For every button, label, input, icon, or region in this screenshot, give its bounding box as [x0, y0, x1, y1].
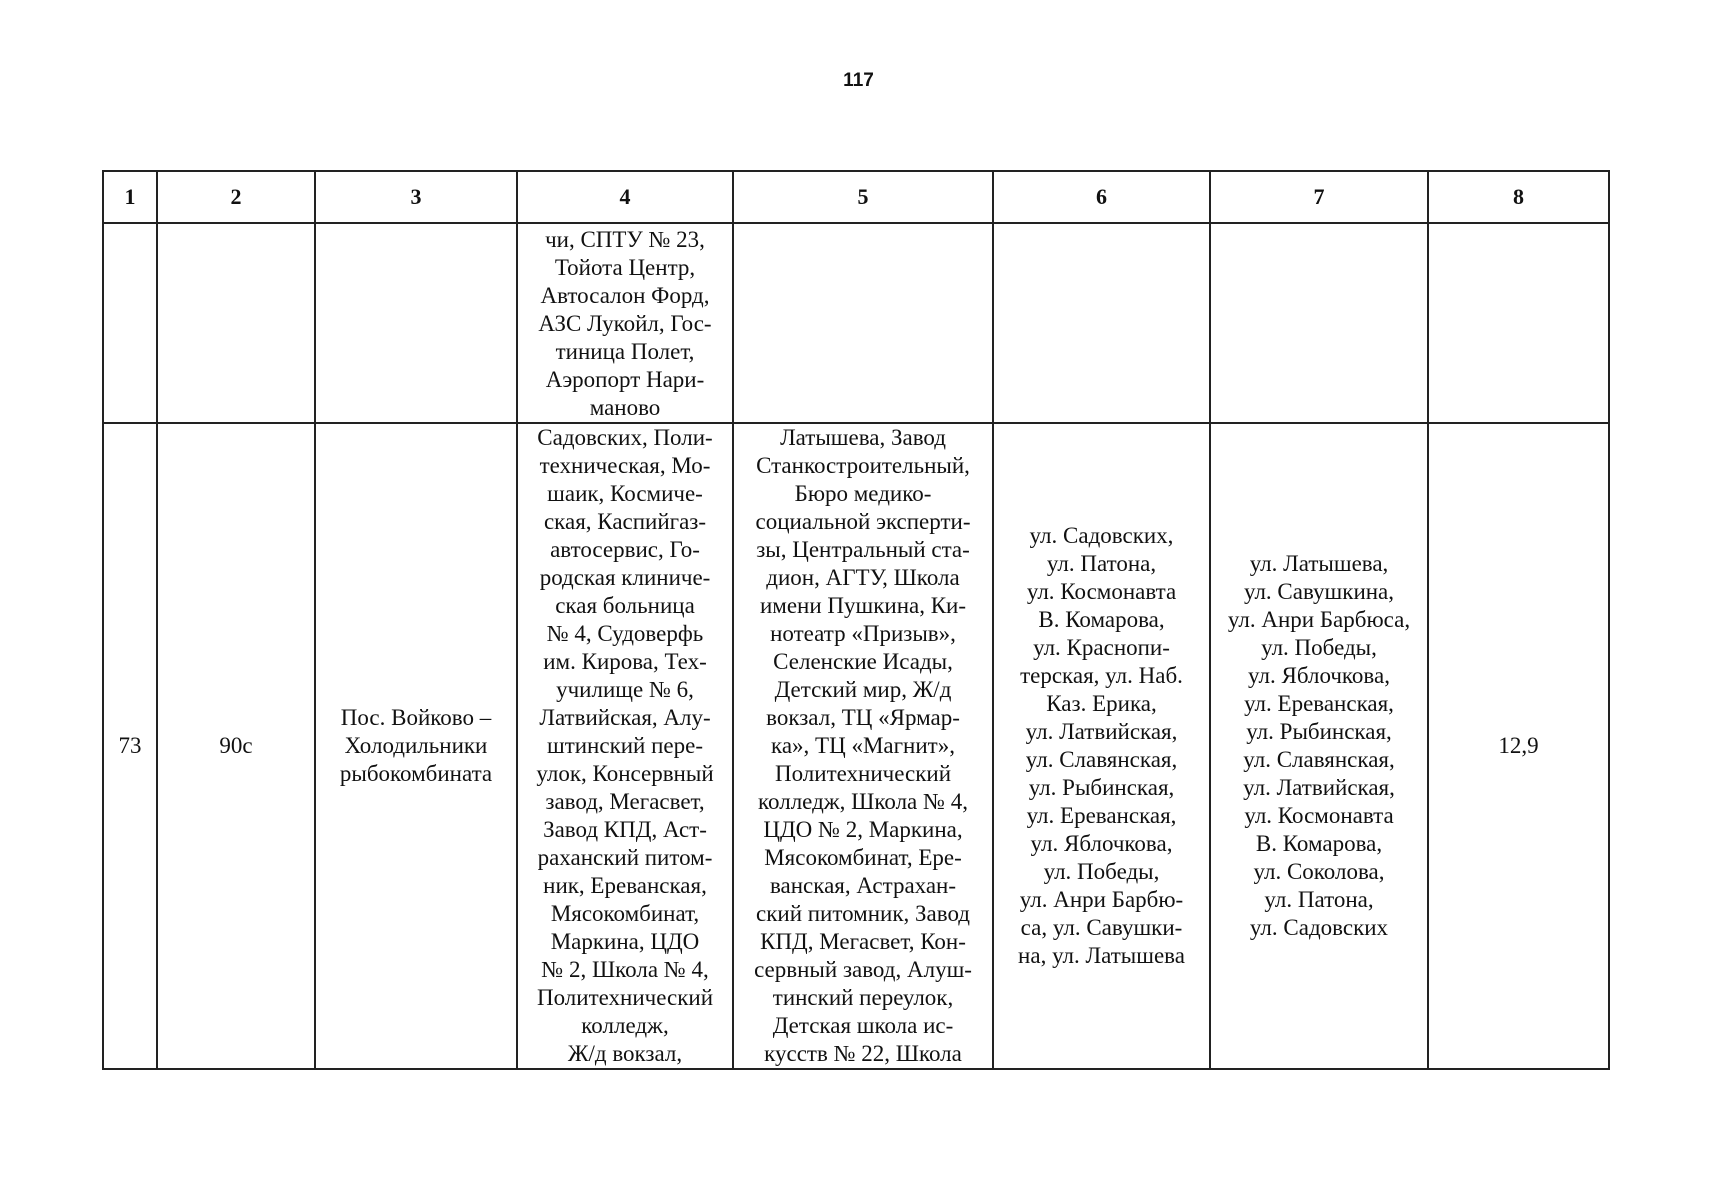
cell-text-line: раханский питом- [537, 845, 713, 870]
cell-text-line: ул. Латвийская, [1243, 775, 1395, 800]
page-number: 117 [843, 70, 874, 91]
cell-text-line: ская больница [555, 593, 695, 618]
cell-text-line: са, ул. Савушки- [1020, 915, 1183, 940]
cell-text-line: терская, ул. Наб. [1020, 663, 1183, 688]
cell-text-line: Тойота Центр, [554, 255, 696, 280]
cell-text-line: Ж/д вокзал, [567, 1041, 683, 1066]
streets-backward-cell [1210, 423, 1428, 1069]
streets-forward-cell [993, 423, 1210, 1069]
row-number-cell: 73 [103, 423, 157, 1069]
cell-text-line: ул. Садовских, [1029, 523, 1174, 548]
route-length-cell [1428, 223, 1609, 423]
cell-text-line: социальной эксперти- [755, 509, 971, 534]
route-length-cell: 12,9 [1428, 423, 1609, 1069]
cell-text-line: имени Пушкина, Ки- [759, 593, 967, 618]
route-number-cell [157, 223, 315, 423]
cell-text-line: ул. Латвийская, [1025, 719, 1178, 744]
cell-text-line: ул. Космонавта [1026, 579, 1177, 604]
route-number-cell: 90с [157, 423, 315, 1069]
cell-text-line: ул. Анри Барбю- [1019, 887, 1184, 912]
cell-text-line: Селенские Исады, [773, 649, 953, 674]
cell-text-line: ул. Рыбинская, [1246, 719, 1392, 744]
cell-text-line: ул. Славянская, [1243, 747, 1395, 772]
cell-text-line: ул. Патона, [1046, 551, 1157, 576]
header-cell-7: 7 [1210, 171, 1428, 223]
cell-text-line: нотеатр «Призыв», [770, 621, 956, 646]
cell-text-line: Мясокомбинат, Ере- [764, 845, 962, 870]
cell-text-line: ул. Победы, [1261, 635, 1377, 660]
cell-text-line: № 4, Судоверфь [546, 621, 704, 646]
stops-forward-cell [517, 423, 733, 1069]
cell-text-line: Латвийская, Алу- [539, 705, 711, 730]
cell-text-line: ская, Каспийгаз- [543, 509, 707, 534]
cell-text-line: ЦДО № 2, Маркина, [763, 817, 963, 842]
cell-text-line: на, ул. Латышева [1018, 943, 1185, 968]
cell-text-line: ул. Ереванская, [1244, 691, 1394, 716]
row-number-cell [103, 223, 157, 423]
header-cell-4: 4 [517, 171, 733, 223]
cell-text-line: Аэропорт Нари- [545, 367, 705, 392]
cell-text-line: дион, АГТУ, Школа [766, 565, 960, 590]
cell-text-line: шаик, Космиче- [547, 481, 703, 506]
cell-text-line: сервный завод, Алуш- [754, 957, 972, 982]
cell-text-line: им. Кирова, Тех- [543, 649, 707, 674]
route-table [102, 170, 1610, 1070]
cell-text-line: зы, Центральный ста- [756, 537, 970, 562]
cell-text-line: Маркина, ЦДО [550, 929, 700, 954]
cell-text-line: Политехнический [774, 761, 951, 786]
cell-text-line: ул. Садовских [1249, 915, 1389, 940]
cell-text-line: ул. Космонавта [1244, 803, 1394, 828]
header-row [103, 171, 1609, 223]
cell-text-line: ул. Анри Барбюса, [1227, 607, 1411, 632]
cell-text-line: улок, Консервный [536, 761, 714, 786]
header-cell-6: 6 [993, 171, 1210, 223]
cell-text-line: ник, Ереванская, [543, 873, 707, 898]
header-cell-1: 1 [103, 171, 157, 223]
cell-text-line: ул. Савушкина, [1243, 579, 1395, 604]
cell-text-line: № 2, Школа № 4, [541, 957, 709, 982]
table-row-continuation [103, 223, 1609, 423]
cell-text-line: ул. Славянская, [1025, 747, 1178, 772]
cell-text-line: чи, СПТУ № 23, [545, 227, 705, 252]
cell-text-line: ул. Латышева, [1249, 551, 1389, 576]
cell-text-line: ул. Яблочкова, [1030, 831, 1173, 856]
cell-text-line: Бюро медико- [794, 481, 932, 506]
header-cell-3: 3 [315, 171, 517, 223]
cell-text-line: Садовских, Поли- [537, 425, 713, 450]
cell-text-line: вокзал, ТЦ «Ярмар- [766, 705, 960, 730]
cell-text-line: штинский пере- [546, 733, 703, 758]
cell-text-line: Детский мир, Ж/д [774, 677, 952, 702]
cell-text-line: ул. Победы, [1043, 859, 1160, 884]
header-cell-5: 5 [733, 171, 993, 223]
cell-text-line: Латышева, Завод [780, 425, 946, 450]
cell-text-line: ка», ТЦ «Магнит», [771, 733, 955, 758]
cell-text-line: Каз. Ерика, [1046, 691, 1157, 716]
cell-text-line: Холодильники [344, 733, 488, 758]
cell-text-line: АЗС Лукойл, Гос- [538, 311, 712, 336]
cell-text-line: Завод КПД, Аст- [543, 817, 707, 842]
cell-text-line: колледж, Школа № 4, [758, 789, 968, 814]
streets-backward-cell [1210, 223, 1428, 423]
stops-forward-cell [517, 223, 733, 423]
cell-text-line: В. Комарова, [1255, 831, 1383, 856]
cell-text-line: кусств № 22, Школа [764, 1041, 962, 1066]
cell-text-line: ул. Соколова, [1253, 859, 1385, 884]
route-name-cell [315, 423, 517, 1069]
cell-text-line: ванская, Астрахан- [769, 873, 957, 898]
cell-text-line: рыбокомбината [339, 761, 493, 786]
cell-text-line: ул. Краснопи- [1033, 635, 1170, 660]
cell-text-line: маново [589, 395, 661, 420]
stops-backward-cell [733, 223, 993, 423]
cell-text-line: тинский переулок, [772, 985, 954, 1010]
cell-text-line: ул. Яблочкова, [1248, 663, 1390, 688]
cell-text-line: Автосалон Форд, [540, 283, 710, 308]
cell-text-line: родская клиниче- [539, 565, 711, 590]
cell-text-line: автосервис, Го- [550, 537, 700, 562]
cell-text-line: В. Комарова, [1038, 607, 1165, 632]
header-cell-8: 8 [1428, 171, 1609, 223]
cell-text-line: завод, Мегасвет, [545, 789, 705, 814]
cell-text-line: КПД, Мегасвет, Кон- [760, 929, 966, 954]
cell-text-line: Детская школа ис- [772, 1013, 954, 1038]
streets-forward-cell [993, 223, 1210, 423]
route-name-cell [315, 223, 517, 423]
cell-text-line: Пос. Войково – [340, 705, 492, 730]
cell-text-line: ул. Ереванская, [1026, 803, 1177, 828]
cell-text-line: училище № 6, [556, 677, 694, 702]
stops-backward-cell [733, 423, 993, 1069]
table-row-73 [103, 423, 1609, 1069]
cell-text-line: тиница Полет, [555, 339, 695, 364]
cell-text-line: Мясокомбинат, [550, 901, 700, 926]
cell-text-line: ул. Рыбинская, [1028, 775, 1175, 800]
cell-text-line: ский питомник, Завод [756, 901, 970, 926]
cell-text-line: колледж, [581, 1013, 669, 1038]
cell-text-line: ул. Патона, [1264, 887, 1374, 912]
cell-text-line: Политехнический [536, 985, 713, 1010]
cell-text-line: Станкостроительный, [756, 453, 970, 478]
cell-text-line: техническая, Мо- [539, 453, 711, 478]
header-cell-2: 2 [157, 171, 315, 223]
